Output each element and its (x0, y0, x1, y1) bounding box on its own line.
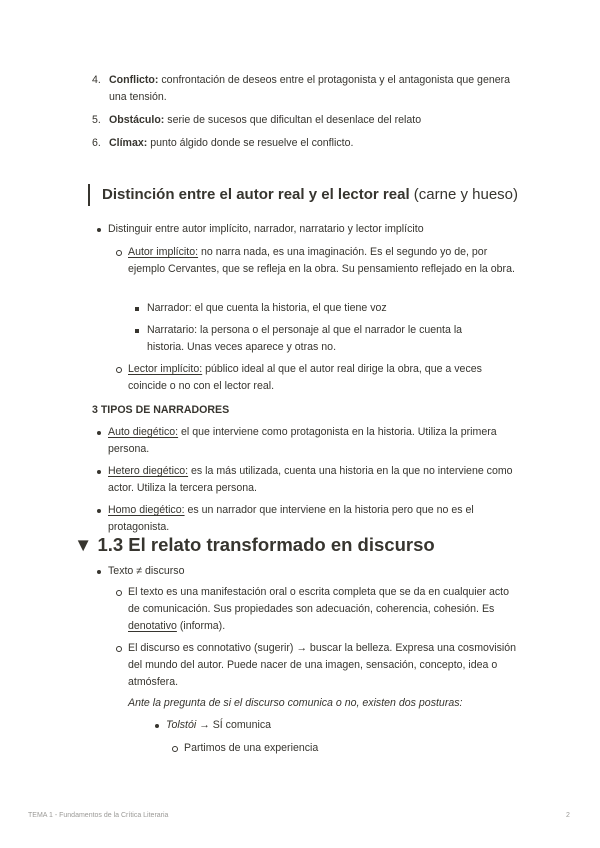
distinguish-intro: Distinguir entre autor implícito, narrador, narratario y lector implícito (108, 223, 424, 235)
list-item-autor-implicito (128, 244, 520, 278)
list-item-lector-implicito (128, 361, 520, 395)
footer-title: TEMA 1 - Fundamentos de la Crítica Literaria (28, 812, 169, 819)
definition-lector-implicito: público ideal al que el autor real dirige la obra, que a veces coincide o no con el lector real. (128, 363, 482, 392)
definition-obstaculo: serie de sucesos que dificultan el desenlace del relato (164, 114, 422, 126)
term-denotativo: denotativo (128, 620, 177, 632)
tipos-heading: 3 TIPOS DE NARRADORES (92, 404, 230, 416)
partimos-text: Partimos de una experiencia (184, 742, 319, 754)
tolstoi-name: Tolstói (166, 719, 197, 731)
discurso-def: El discurso es connotativo (sugerir) → buscar la belleza. Expresa una cosmovisión del mundo del autor. Puede nacer de una imagen, sensación, concepto, idea o atmósfera. (128, 642, 517, 688)
toggle-heading-1-3[interactable] (74, 533, 435, 557)
toggle-triangle-icon[interactable]: ▼ (74, 534, 93, 555)
section-heading-autor-lector (88, 184, 518, 206)
list-number: 4. (92, 74, 101, 86)
list-item-narratario (147, 322, 487, 356)
list-item-narrador (147, 300, 517, 317)
tolstoi-rest: → SÍ comunica (196, 719, 272, 731)
definition-homo-diegetico: es un narrador que interviene en la historia pero que no es el protagonista. (108, 504, 474, 533)
list-item-distinguir (108, 221, 528, 238)
heading-bold-text: Distinción entre el autor real y el lector real (102, 186, 410, 203)
footer-page-number: 2 (566, 812, 570, 819)
pregunta-text: Ante la pregunta de si el discurso comunica o no, existen dos posturas: (128, 697, 463, 709)
term-climax: Clímax: (109, 137, 148, 149)
list-item-partimos (184, 740, 514, 757)
list-item-homo-diegetico (108, 502, 518, 536)
definition-hetero-diegetico: es la más utilizada, cuenta una historia en la que no interviene como actor. Utiliza la tercera persona. (108, 465, 513, 494)
texto-discurso-label: Texto ≠ discurso (108, 565, 185, 577)
term-autor-implicito: Autor implícito: (128, 246, 199, 258)
list-number: 6. (92, 137, 101, 149)
definition-climax: punto álgido donde se resuelve el conflicto. (147, 137, 354, 149)
definition-narratario: Narratario: la persona o el personaje al que el narrador le cuenta la historia. Unas veces aparece y otras no. (147, 324, 463, 353)
list-item-conflicto (92, 72, 512, 106)
term-obstaculo: Obstáculo: (109, 114, 165, 126)
texto-def-b: (informa). (176, 620, 226, 632)
list-item-auto-diegetico (108, 424, 518, 458)
term-conflicto: Conflicto: (109, 74, 159, 86)
list-item-texto-discurso (108, 563, 518, 580)
list-number: 5. (92, 114, 101, 126)
term-hetero-diegetico: Hetero diegético: (108, 465, 189, 477)
definition-auto-diegetico: el que interviene como protagonista en la historia. Utiliza la primera persona. (108, 426, 497, 455)
texto-def-a: El texto es una manifestación oral o escrita completa que se da en cualquier acto de comunicación. Sus propiedades son adecuación, coherencia, cohesión. Es (128, 586, 510, 615)
term-homo-diegetico: Homo diegético: (108, 504, 185, 516)
definition-autor-implicito: no narra nada, es una imaginación. Es el segundo yo de, por ejemplo Cervantes, que se refleja en la obra. Su pensamiento reflejado en la obra. (128, 246, 515, 275)
definition-narrador: Narrador: el que cuenta la historia, el que tiene voz (147, 302, 387, 314)
toggle-heading-title: 1.3 El relato transformado en discurso (97, 534, 435, 555)
list-item-discurso-def (128, 640, 520, 691)
heading-light-text: (carne y hueso) (409, 186, 519, 203)
list-item-texto-def (128, 584, 520, 635)
definition-conflicto: confrontación de deseos entre el protagonista y el antagonista que genera una tensión. (109, 74, 511, 103)
term-auto-diegetico: Auto diegético: (108, 426, 179, 438)
list-item-hetero-diegetico (108, 463, 518, 497)
list-item-tolstoi (166, 717, 516, 734)
term-lector-implicito: Lector implícito: (128, 363, 203, 375)
